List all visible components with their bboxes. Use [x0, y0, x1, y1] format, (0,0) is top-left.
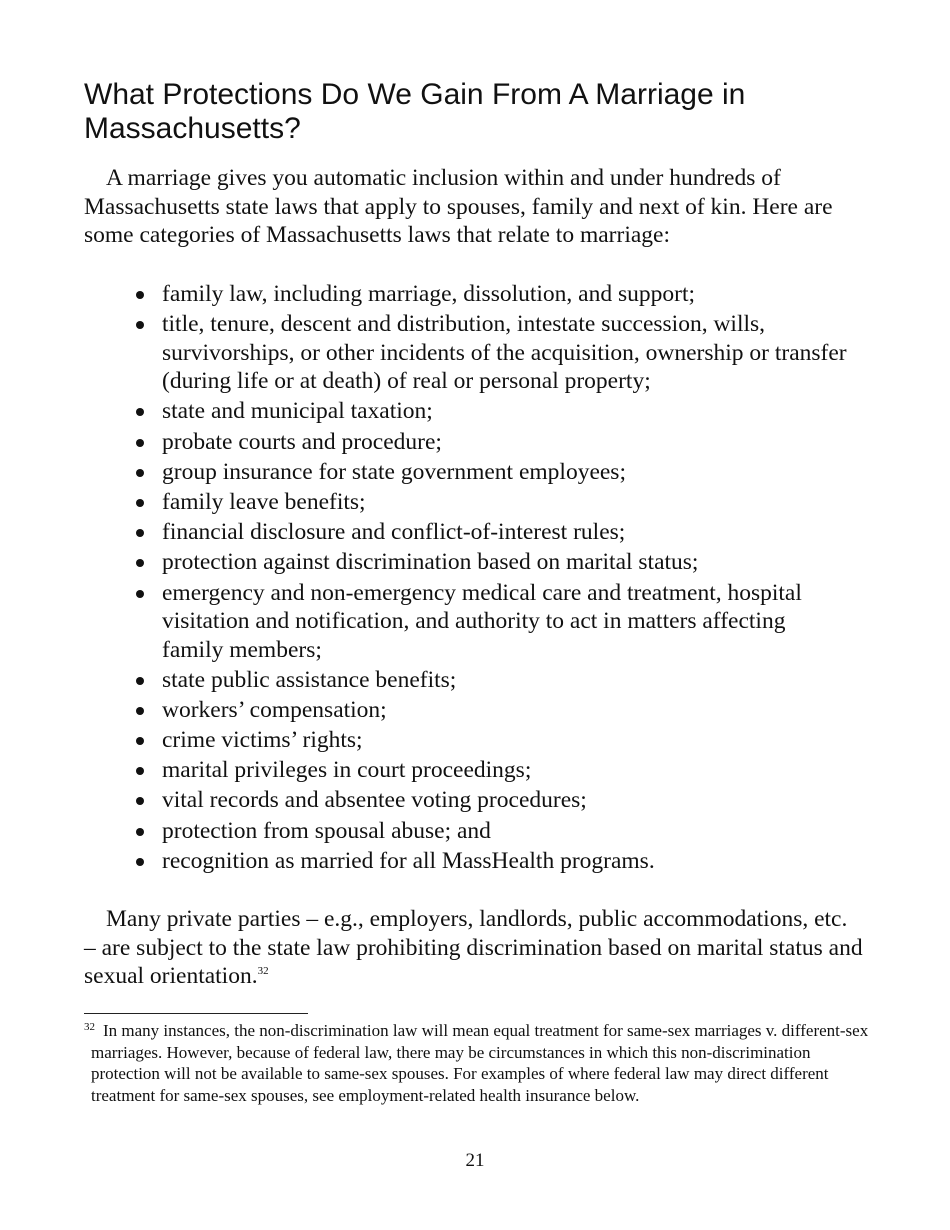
bullet-icon: [136, 677, 144, 685]
list-item-text: protection against discrimination based on marital status;: [162, 549, 699, 576]
bullet-icon: [136, 559, 144, 567]
list-item-text: recognition as married for all MassHealth programs.: [162, 847, 655, 874]
list-item-text: title, tenure, descent and distribution, intestate succession, wills, survivorships, or other incidents of the acquisition, ownership or transfer (during life or at death) of real or personal property;: [162, 311, 847, 395]
list-item-text: protection from spousal abuse; and: [162, 817, 491, 844]
list-item-text: state public assistance benefits;: [162, 666, 457, 693]
list-item-text: crime victims’ rights;: [162, 727, 363, 754]
bullet-icon: [136, 590, 144, 598]
marriage-law-categories-list: [130, 280, 850, 877]
list-item: [130, 726, 850, 755]
list-item-text: marital privileges in court proceedings;: [162, 757, 532, 784]
footnote-number: 32: [84, 1021, 95, 1033]
list-item: [130, 280, 850, 309]
footnote: [84, 1020, 877, 1106]
list-item: [130, 756, 850, 785]
intro-paragraph: A marriage gives you automatic inclusion within and under hundreds of Massachusetts state laws that apply to spouses, family and next of kin. Here are some categories of Massachusetts laws that relate to marriage:: [84, 165, 833, 248]
list-item-text: family leave benefits;: [162, 488, 366, 515]
list-item: [130, 310, 850, 396]
footnote-divider: [84, 1013, 308, 1014]
list-item: [130, 666, 850, 695]
list-item-text: family law, including marriage, dissolution, and support;: [162, 281, 696, 307]
list-item: [130, 696, 850, 725]
list-item: [130, 518, 850, 547]
bullet-icon: [136, 858, 144, 866]
list-item: [130, 488, 850, 517]
footnote-text: In many instances, the non-discrimination law will mean equal treatment for same-sex marriages v. different-sex marriages. However, because of federal law, there may be circumstances in which this non-discrimination protection will not be available to same-sex spouses. For examples of where federal law may direct different treatment for same-sex spouses, see employment-related health insurance below.: [91, 1021, 869, 1105]
bullet-icon: [136, 499, 144, 507]
bullet-icon: [136, 797, 144, 805]
list-item-text: vital records and absentee voting procedures;: [162, 787, 587, 814]
page-number: 21: [465, 1150, 485, 1171]
list-item: [130, 458, 850, 487]
list-item: [130, 428, 850, 457]
list-item: [130, 548, 850, 577]
bullet-icon: [136, 767, 144, 775]
private-parties-paragraph: [84, 905, 864, 991]
list-item: [130, 847, 850, 876]
page-title: What Protections Do We Gain From A Marriage in Massachusetts?: [84, 78, 746, 145]
bullet-icon: [136, 321, 144, 329]
bullet-icon: [136, 707, 144, 715]
bullet-icon: [136, 737, 144, 745]
footnote-reference[interactable]: 32: [257, 965, 269, 977]
list-item-text: workers’ compensation;: [162, 696, 387, 723]
list-item-text: probate courts and procedure;: [162, 428, 442, 455]
list-item-text: group insurance for state government employees;: [162, 458, 626, 485]
bullet-icon: [136, 828, 144, 836]
list-item-text: financial disclosure and conflict-of-interest rules;: [162, 519, 626, 546]
list-item-text: state and municipal taxation;: [162, 398, 433, 425]
list-item: [130, 397, 850, 426]
bullet-icon: [136, 529, 144, 537]
list-item: [130, 786, 850, 815]
bullet-icon: [136, 439, 144, 447]
list-item: [130, 817, 850, 846]
bullet-icon: [136, 469, 144, 477]
bullet-icon: [136, 291, 144, 299]
list-item-text: emergency and non-emergency medical care and treatment, hospital visitation and notification, and authority to act in matters affecting family members;: [162, 579, 802, 663]
private-parties-text: Many private parties – e.g., employers, landlords, public accommodations, etc. – are subject to the state law prohibiting discrimination based on marital status and sexual orientation.: [84, 906, 863, 989]
list-item: [130, 579, 850, 665]
bullet-icon: [136, 408, 144, 416]
